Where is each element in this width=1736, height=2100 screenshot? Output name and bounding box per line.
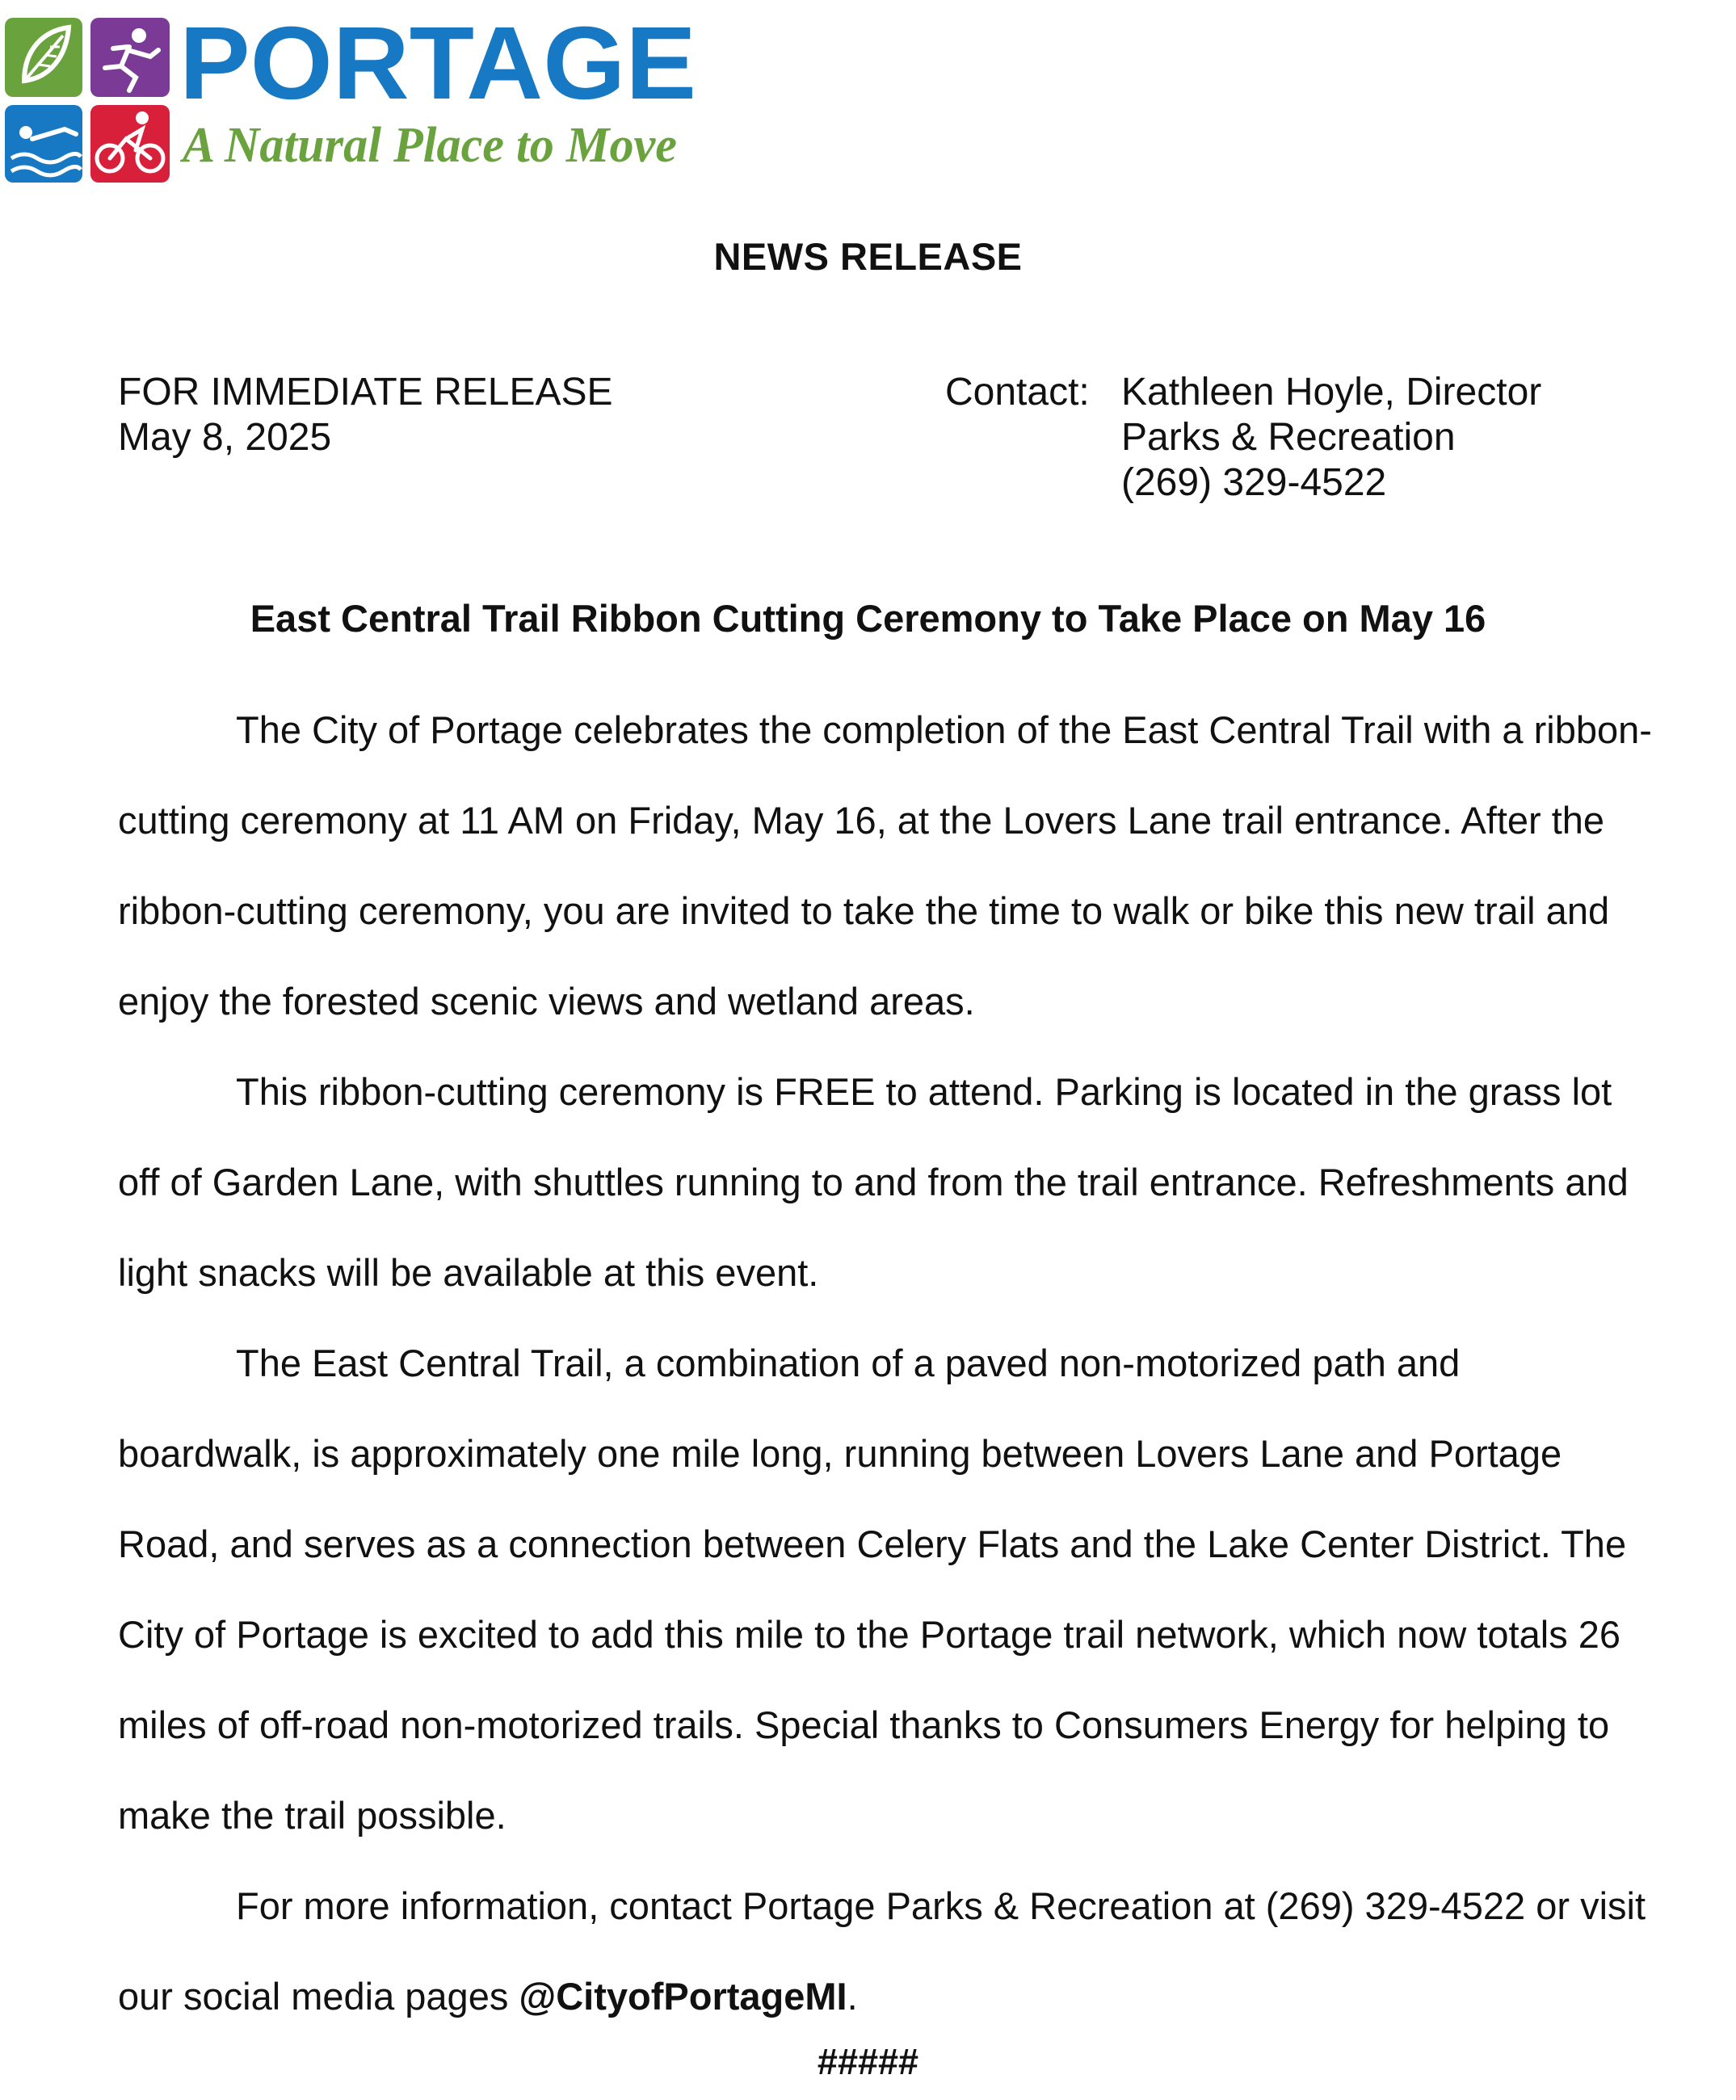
closing-text: For more information, contact Portage Parks & Recreation at (269) 329-4522 or visit our social media pages xyxy=(118,1884,1646,2018)
swimmer-icon xyxy=(5,105,82,183)
portage-logo xyxy=(0,0,711,194)
closing-paragraph xyxy=(118,1861,1653,2042)
body-paragraph-1: The City of Portage celebrates the completion of the East Central Trail with a ribbon-cutting ceremony at 11 AM on Friday, May 16, at the Lovers Lane trail entrance. After the ribbon-cutting ceremony, you are invited to take the time to walk or bike this new trail and enjoy the forested scenic views and wetland areas. xyxy=(118,708,1652,1023)
logo-tagline: A Natural Place to Move xyxy=(179,118,678,173)
page-title: NEWS RELEASE xyxy=(713,235,1023,278)
contact-department: Parks & Recreation xyxy=(1121,416,1456,459)
cyclist-icon xyxy=(90,105,170,183)
closing-punctuation: . xyxy=(847,1975,858,2018)
logo-wordmark: PORTAGE xyxy=(179,6,696,121)
contact-label: Contact: xyxy=(945,371,1090,414)
social-handle: @CityofPortageMI xyxy=(519,1975,847,2018)
runner-icon xyxy=(90,18,170,97)
release-label: FOR IMMEDIATE RELEASE xyxy=(118,371,613,414)
body-paragraph-2: This ribbon-cutting ceremony is FREE to attend. Parking is located in the grass lot off of Garden Lane, with shuttles running to and from the trail entrance. Refreshments and light snacks will be available at this event. xyxy=(118,1070,1629,1294)
contact-info xyxy=(1121,370,1541,506)
body-paragraph-3: The East Central Trail, a combination of a paved non-motorized path and boardwalk, is approximately one mile long, running between Lovers Lane and Portage Road, and serves as a connection between Celery Flats and the Lake Center District. The City of Portage is excited to add this mile to the Portage trail network, which now totals 26 miles of off-road non-motorized trails. Special thanks to Consumers Energy for helping to make the trail possible. xyxy=(118,1342,1627,1837)
contact-name: Kathleen Hoyle, Director xyxy=(1121,371,1542,414)
release-headline: East Central Trail Ribbon Cutting Ceremony to Take Place on May 16 xyxy=(250,597,1486,640)
contact-phone: (269) 329-4522 xyxy=(1121,461,1387,504)
release-date: May 8, 2025 xyxy=(118,416,332,459)
end-mark: ##### xyxy=(817,2041,919,2082)
release-body xyxy=(118,685,1653,2042)
release-info xyxy=(118,370,613,460)
leaf-icon xyxy=(5,18,82,97)
